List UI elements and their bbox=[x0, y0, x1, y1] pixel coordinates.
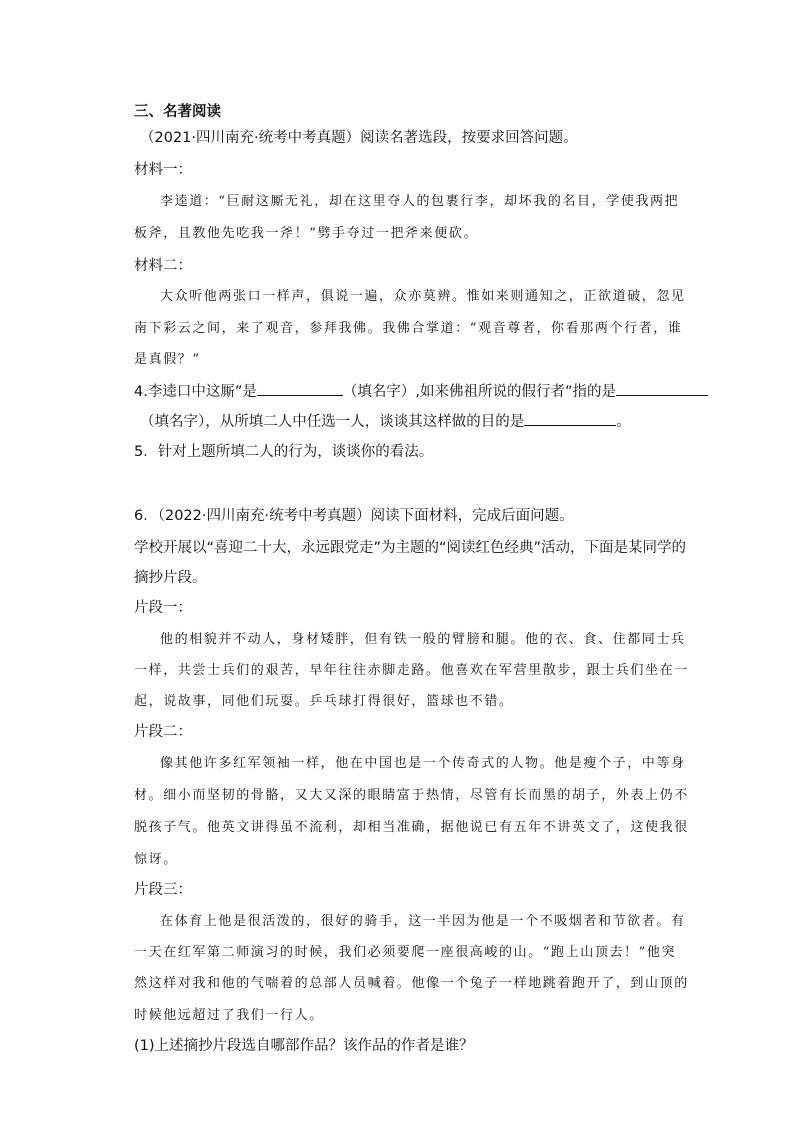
material1-paragraph-line: 板斧，且教他先吃我一斧！”劈手夺过一把斧来便砍。 bbox=[134, 226, 479, 241]
answer-blank[interactable] bbox=[616, 380, 708, 396]
question-4-line-1 bbox=[134, 380, 708, 402]
q6-source: 6．（2022·四川南充·统考中考真题）阅读下面材料，完成后面问题。 bbox=[134, 508, 574, 524]
fragment3-paragraph-line: 一天在红军第二师演习的时候，我们必须要爬一座很高峻的山。“跑上山顶去！”他突 bbox=[134, 945, 677, 960]
section-title: 三、名著阅读 bbox=[134, 104, 221, 120]
fragment3-paragraph-line: 然这样对我和他的气喘着的总部人员喊着。他像一个兔子一样地跳着跑开了，到山顶的 bbox=[134, 976, 689, 991]
material2-label: 材料二： bbox=[134, 258, 192, 274]
answer-blank[interactable] bbox=[524, 410, 616, 426]
fragment3-label: 片段三： bbox=[134, 882, 192, 898]
fragment3-paragraph-line: 在体育上他是很活泼的，很好的骑手，这一半因为他是一个不吸烟者和节欲者。有 bbox=[160, 914, 686, 929]
material2-paragraph-line: 是真假？” bbox=[134, 352, 201, 367]
fragment1-paragraph-line: 一样，共尝士兵们的艰苦，早年往往赤脚走路。他喜欢在军营里散步，跟士兵们坐在一 bbox=[134, 663, 689, 678]
q6-intro-line: 摘抄片段。 bbox=[134, 570, 207, 586]
q6-subquestion-1: (1)上述摘抄片段选自哪部作品？该作品的作者是谁？ bbox=[134, 1038, 474, 1054]
fragment3-paragraph-line: 时候他远超过了我们一行人。 bbox=[134, 1008, 324, 1023]
fragment2-paragraph-line: 像其他许多红军领袖一样，他在中国也是一个传奇式的人物。他是瘦个子，中等身 bbox=[160, 756, 686, 771]
material2-paragraph-line: 南下彩云之间，来了观音，参拜我佛。我佛合掌道：“观音尊者，你看那两个行者，谁 bbox=[134, 321, 683, 336]
q4-source: （2021·四川南充·统考中考真题）阅读名著选段，按要求回答问题。 bbox=[140, 130, 578, 146]
fragment2-paragraph-line: 脱孩子气。他英文讲得虽不流利，却相当准确，据他说已有五年不讲英文了，这使我很 bbox=[134, 820, 689, 835]
fragment1-paragraph-line: 起，说故事，同他们玩耍。乒乓球打得很好，篮球也不错。 bbox=[134, 694, 514, 709]
material1-paragraph-line: 李逵道：“巨耐这厮无礼，却在这里夺人的包裹行李，却坏我的名目，学使我两把 bbox=[160, 194, 680, 209]
material1-label: 材料一： bbox=[134, 162, 192, 178]
fragment2-paragraph-line: 惊讶。 bbox=[134, 852, 178, 867]
fragment1-paragraph-line: 他的相貌并不动人，身材矮胖，但有铁一般的臂膀和腿。他的衣、食、住都同士兵 bbox=[160, 632, 686, 647]
question-4-text: 4.李逵口中这厮”是 bbox=[134, 384, 257, 400]
q6-intro-line: 学校开展以“喜迎二十大，永远跟党走”为主题的“阅读红色经典”活动，下面是某同学的 bbox=[134, 540, 687, 556]
question-4-line-2 bbox=[140, 410, 631, 432]
fragment2-paragraph-line: 材。细小而坚韧的骨骼，又大又深的眼睛富于热情，尽管有长而黑的胡子，外表上仍不 bbox=[134, 788, 689, 803]
question-4-text: （填名字）,如来佛祖所说的假行者”指的是 bbox=[342, 384, 616, 400]
fragment1-label: 片段一： bbox=[134, 600, 192, 616]
material2-paragraph-line: 大众听他两张口一样声，俱说一遍，众亦莫辨。惟如来则通知之，正欲道破，忽见 bbox=[160, 289, 686, 304]
question-5: 5．针对上题所填二人的行为，谈谈你的看法。 bbox=[134, 444, 434, 460]
question-4-text: （填名字），从所填二人中任选一人，谈谈其这样做的目的是 bbox=[140, 414, 525, 430]
fragment2-label: 片段二： bbox=[134, 724, 192, 740]
answer-blank[interactable] bbox=[257, 380, 343, 396]
question-4-text: 。 bbox=[616, 414, 631, 430]
